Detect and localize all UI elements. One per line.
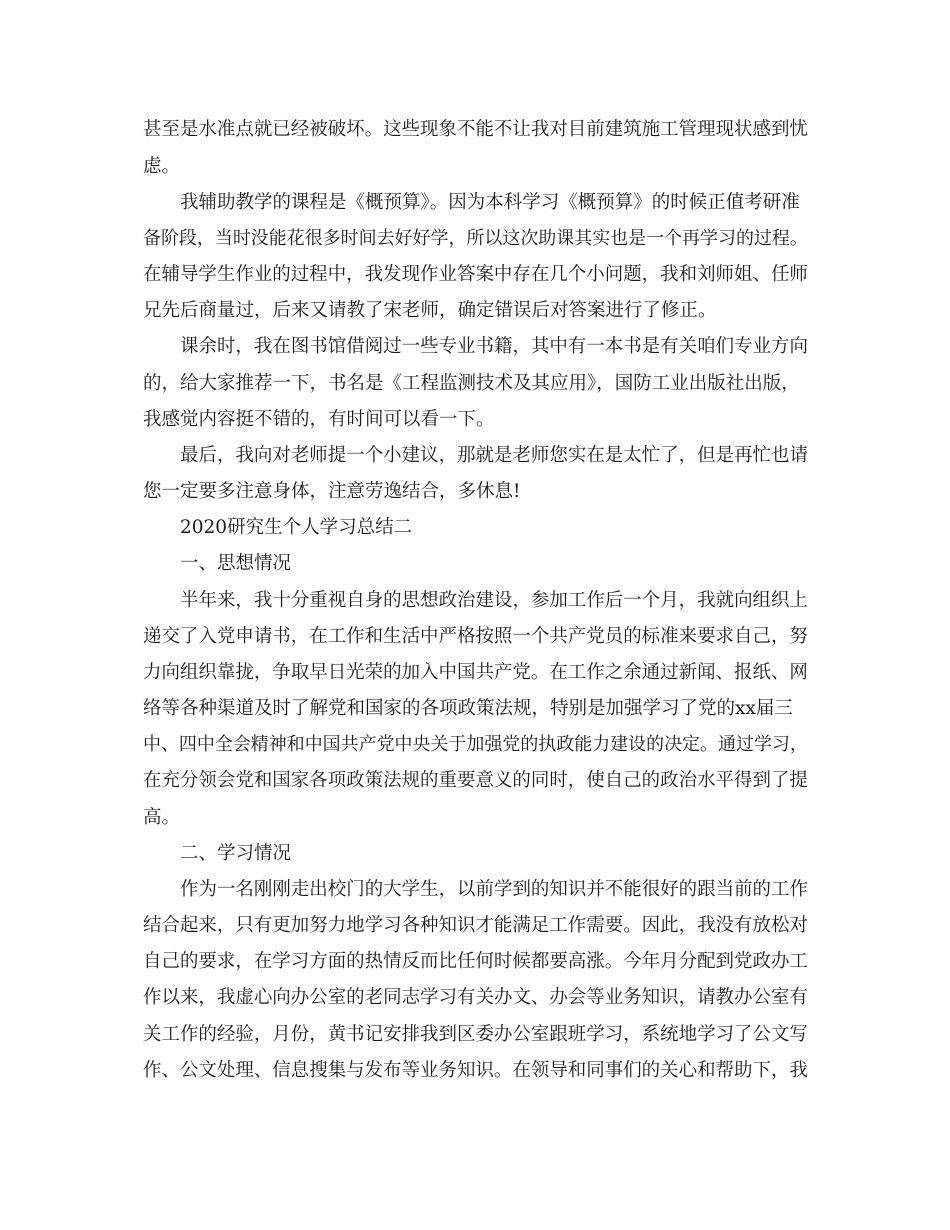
- paragraph-line: 备阶段，当时没能花很多时间去好好学，所以这次助课其实也是一个再学习的过程。: [143, 228, 808, 249]
- paragraph-line: 中、四中全会精神和中国共产党中央关于加强党的执政能力建设的决定。通过学习，: [143, 734, 808, 755]
- paragraph-line: 自己的要求，在学习方面的热情反而比任何时候都要高涨。今年月分配到党政办工: [143, 951, 808, 972]
- paragraph-line: 我感觉内容挺不错的，有时间可以看一下。: [143, 409, 495, 430]
- paragraph-line: 最后，我向对老师提一个小建议，那就是老师您实在是太忙了，但是再忙也请: [180, 445, 808, 466]
- section-heading: 一、思想情况: [180, 553, 292, 574]
- paragraph-line: 半年来，我十分重视自身的思想政治建设，参加工作后一个月，我就向组织上: [180, 590, 808, 611]
- paragraph-line: 作为一名刚刚走出校门的大学生，以前学到的知识并不能很好的跟当前的工作: [180, 879, 808, 900]
- paragraph-line: 络等各种渠道及时了解党和国家的各项政策法规，特别是加强学习了党的xx届三: [143, 698, 793, 719]
- paragraph-line: 作以来，我虚心向办公室的老同志学习有关办文、办会等业务知识，请教办公室有: [143, 987, 808, 1008]
- paragraph-line: 我辅助教学的课程是《概预算》。因为本科学习《概预算》的时候正值考研准: [180, 192, 800, 213]
- paragraph-line: 您一定要多注意身体，注意劳逸结合，多休息!: [143, 481, 521, 502]
- paragraph-line: 兄先后商量过，后来又请教了宋老师，确定错误后对答案进行了修正。: [143, 300, 717, 321]
- paragraph-line: 在辅导学生作业的过程中，我发现作业答案中存在几个小问题，我和刘师姐、任师: [143, 264, 808, 285]
- paragraph-line: 关工作的经验，月份，黄书记安排我到区委办公室跟班学习，系统地学习了公文写: [143, 1024, 808, 1045]
- paragraph-line: 课余时，我在图书馆借阅过一些专业书籍，其中有一本书是有关咱们专业方向: [180, 336, 808, 357]
- paragraph-line: 作、公文处理、信息搜集与发布等业务知识。在领导和同事们的关心和帮助下，我: [143, 1060, 808, 1081]
- paragraph-line: 的，给大家推荐一下，书名是《工程监测技术及其应用》，国防工业出版社出版，: [143, 373, 800, 394]
- paragraph-line: 结合起来，只有更加努力地学习各种知识才能满足工作需要。因此，我没有放松对: [143, 915, 808, 936]
- paragraph-line: 在充分领会党和国家各项政策法规的重要意义的同时，使自己的政治水平得到了提: [143, 770, 808, 791]
- paragraph-line: 甚至是水准点就已经被破坏。这些现象不能不让我对目前建筑施工管理现状感到忧: [143, 119, 808, 140]
- paragraph-line: 高。: [143, 807, 181, 828]
- section-title: 2020研究生个人学习总结二: [180, 517, 413, 538]
- paragraph-line: 虑。: [143, 156, 181, 177]
- section-heading: 二、学习情况: [180, 843, 292, 864]
- paragraph-line: 力向组织靠拢，争取早日光荣的加入中国共产党。在工作之余通过新闻、报纸、网: [143, 662, 808, 683]
- paragraph-line: 递交了入党申请书，在工作和生活中严格按照一个共产党员的标准来要求自己，努: [143, 626, 808, 647]
